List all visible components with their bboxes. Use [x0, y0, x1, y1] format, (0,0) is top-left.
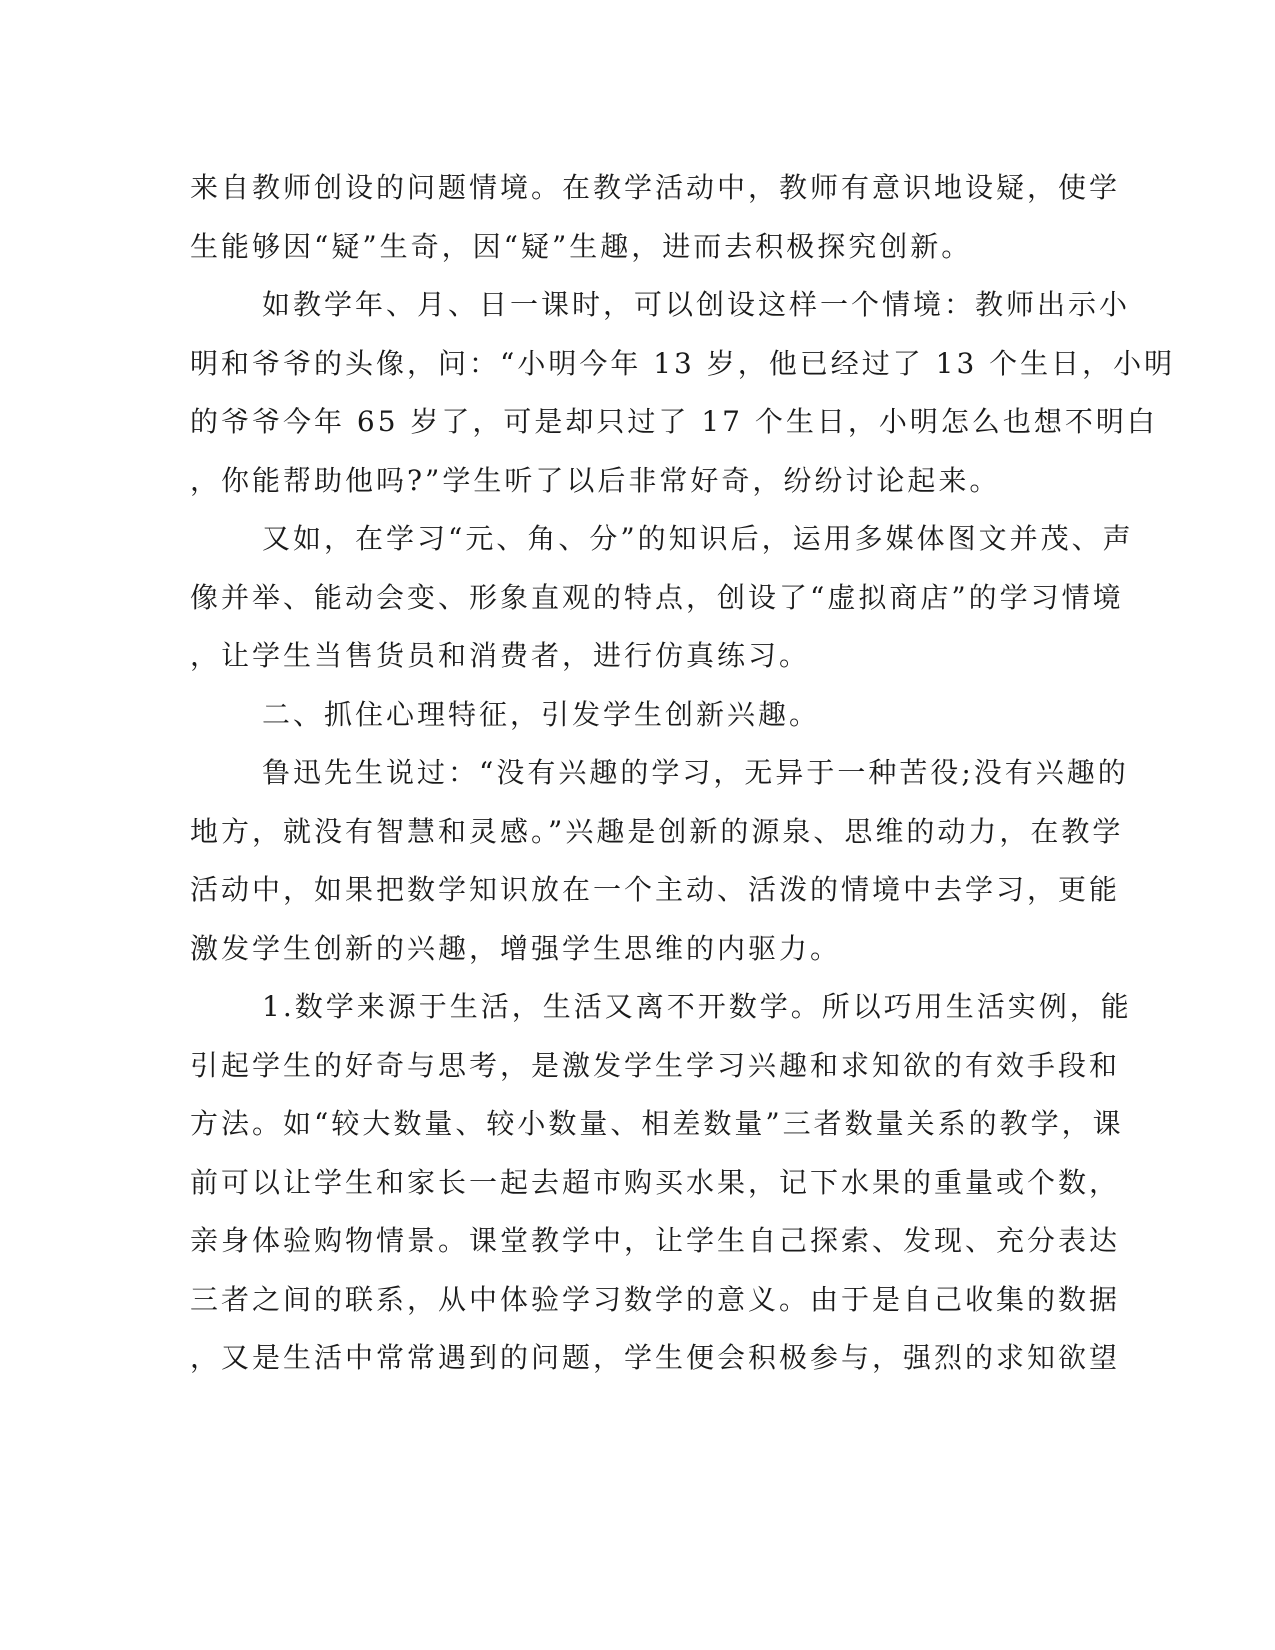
- text-line: 活动中，如果把数学知识放在一个主动、活泼的情境中去学习，更能: [190, 873, 1121, 906]
- text-line: ，又是生活中常常遇到的问题，学生便会积极参与，强烈的求知欲望: [190, 1341, 1121, 1374]
- section-heading: 二、抓住心理特征，引发学生创新兴趣。: [262, 698, 821, 731]
- text-line: 的爷爷今年 65 岁了，可是却只过了 17 个生日，小明怎么也想不明白: [190, 405, 1158, 438]
- paragraph-start-line: 鲁迅先生说过：“没有兴趣的学习，无异于一种苦役;没有兴趣的: [262, 756, 1129, 789]
- text-line: 像并举、能动会变、形象直观的特点，创设了“虚拟商店”的学习情境: [190, 581, 1124, 614]
- text-line: 前可以让学生和家长一起去超市购买水果，记下水果的重量或个数，: [190, 1166, 1121, 1199]
- text-line: ，让学生当售货员和消费者，进行仿真练习。: [190, 639, 811, 672]
- text-line: 引起学生的好奇与思考，是激发学生学习兴趣和求知欲的有效手段和: [190, 1049, 1121, 1082]
- text-line: 明和爷爷的头像，问：“小明今年 13 岁，他已经过了 13 个生日，小明: [190, 347, 1176, 380]
- text-line: 生能够因“疑”生奇，因“疑”生趣，进而去积极探究创新。: [190, 230, 973, 263]
- text-line: ，你能帮助他吗?”学生听了以后非常好奇，纷纷讨论起来。: [190, 464, 1001, 497]
- text-line: 亲身体验购物情景。课堂教学中，让学生自己探索、发现、充分表达: [190, 1224, 1121, 1257]
- paragraph-start-line: 又如，在学习“元、角、分”的知识后，运用多媒体图文并茂、声: [262, 522, 1134, 555]
- text-line: 来自教师创设的问题情境。在教学活动中，教师有意识地设疑，使学: [190, 171, 1121, 204]
- paragraph-start-line: 如教学年、月、日一课时，可以创设这样一个情境：教师出示小: [262, 288, 1131, 321]
- text-line: 地方，就没有智慧和灵感。”兴趣是创新的源泉、思维的动力，在教学: [190, 815, 1124, 848]
- text-line: 激发学生创新的兴趣，增强学生思维的内驱力。: [190, 932, 842, 965]
- paragraph-start-line: 1.数学来源于生活，生活又离不开数学。所以巧用生活实例，能: [262, 990, 1132, 1023]
- text-line: 方法。如“较大数量、较小数量、相差数量”三者数量关系的教学，课: [190, 1107, 1124, 1140]
- text-line: 三者之间的联系，从中体验学习数学的意义。由于是自己收集的数据: [190, 1283, 1121, 1316]
